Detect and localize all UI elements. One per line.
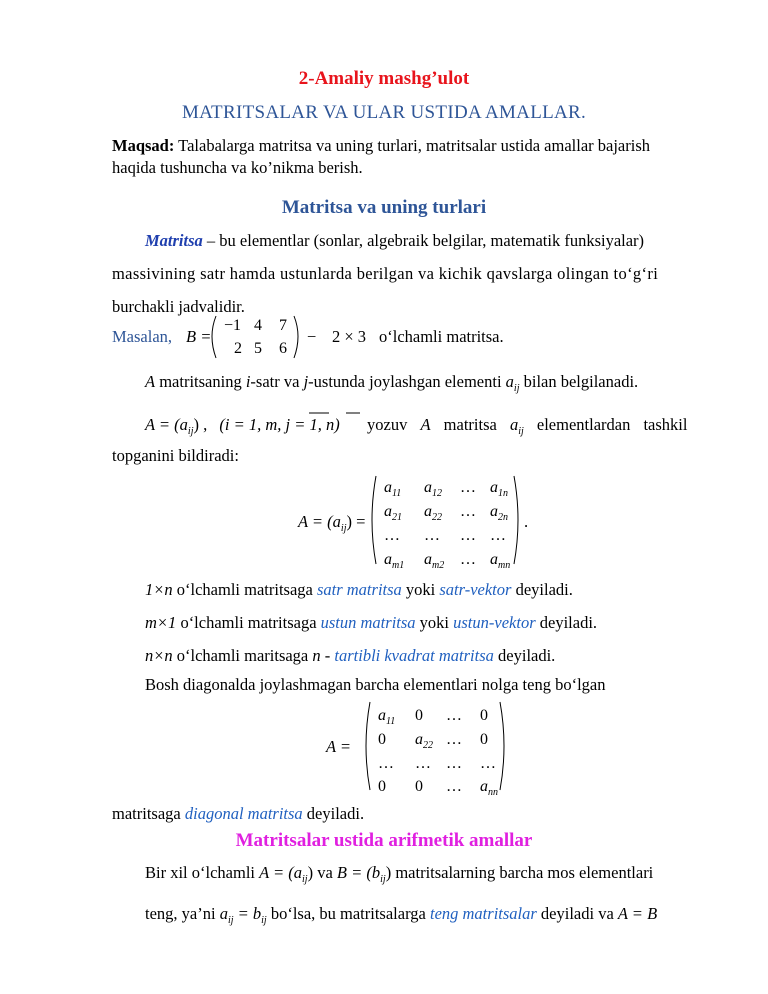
index-range: (i = 1, m, j = 1, n) <box>219 415 340 434</box>
symbol-n: n <box>312 646 321 665</box>
formula-bij: = b <box>233 904 262 923</box>
left-paren <box>372 476 376 564</box>
overline-marks <box>282 410 362 416</box>
definition-line2: massivining satr hamda ustunlarda berilgan va kichik qavslarga olingan to‘g‘ri <box>112 264 659 283</box>
example-label: Masalan, <box>112 327 173 346</box>
element-line <box>145 372 638 399</box>
right-paren <box>294 316 298 358</box>
matrix-cell: … <box>490 527 506 544</box>
example-size: 2 × 3 <box>332 327 367 346</box>
matrix-cell: … <box>446 731 462 748</box>
type-size: n×n <box>145 646 173 665</box>
diag-text: deyiladi. <box>306 804 365 823</box>
right-paren <box>500 702 504 790</box>
subscript-ij: ij <box>227 915 234 926</box>
matrix-cell: 0 <box>378 778 386 795</box>
type-row-satr <box>145 580 573 600</box>
eq-text: va <box>317 863 333 882</box>
notation-line-text <box>367 415 687 442</box>
type-text: - <box>324 646 331 665</box>
matrix-cell: … <box>384 527 400 544</box>
matrix-cell: 0 <box>378 731 386 748</box>
subscript-ij: ij <box>302 874 308 885</box>
matrix-cell: … <box>446 778 462 795</box>
type-term: ustun matritsa <box>320 613 416 632</box>
formula-end: ) , <box>193 415 208 434</box>
matrix-cell: 5 <box>254 340 262 357</box>
matrix-cell: $a_{11}$ <box>384 479 402 499</box>
diag-definition <box>112 804 364 824</box>
definition-term: Matritsa <box>145 231 203 250</box>
general-lhs-text: A = (a <box>298 512 341 531</box>
symbol-j: j <box>303 372 309 391</box>
matrix-cell: $a_{mn}$ <box>490 551 511 570</box>
subscript-ij: ij <box>187 426 194 437</box>
notation-text: elementlardan tashkil <box>536 415 688 434</box>
type-term: satr matritsa <box>316 580 402 599</box>
page-title: 2-Amaliy mashg’ulot <box>298 68 470 89</box>
type-text: o‘lchamli matritsaga <box>176 580 313 599</box>
type-text: yoki <box>419 613 450 632</box>
notation-text: yozuv <box>367 415 408 434</box>
matrix-cell: 0 <box>480 731 488 748</box>
definition-line1 <box>145 231 644 251</box>
general-matrix <box>290 470 550 570</box>
example-dash: − <box>307 327 317 346</box>
subscript-ij: ij <box>518 426 524 437</box>
eq-text: matritsalarning barcha mos elementlari <box>395 863 654 882</box>
matrix-cell: … <box>446 755 462 772</box>
diagonal-matrix-cells <box>378 707 498 796</box>
formula-A: A = (a <box>259 863 303 882</box>
diag-lhs: A = <box>326 737 352 756</box>
aim-paragraph <box>112 136 650 156</box>
matrix-cell: 0 <box>415 778 423 795</box>
symbol-i: i <box>245 372 251 391</box>
symbol-a: a <box>505 372 514 391</box>
notation-line-formula <box>145 415 340 442</box>
matrix-cell: $a_{2n}$ <box>490 503 508 523</box>
example-matrix <box>180 312 580 362</box>
type-text: deyiladi. <box>539 613 598 632</box>
general-matrix-cells <box>384 479 510 570</box>
type-row-ustun <box>145 613 597 633</box>
symbol-A: A <box>145 372 156 391</box>
eq-text: bo‘lsa, bu matritsalarga <box>270 904 426 923</box>
aim-text: Talabalarga matritsa va uning turlari, matritsalar ustida amallar bajarish <box>174 136 650 155</box>
matrix-cell: 7 <box>279 317 287 334</box>
matrix-cell: … <box>460 527 476 544</box>
section-heading-matrix-types: Matritsa va uning turlari <box>281 197 487 218</box>
subscript-ij: ij <box>261 915 267 926</box>
aim-text-line2: haqida tushuncha va ko’nikma berish. <box>112 158 363 177</box>
page-subtitle: MATRITSALAR VA ULAR USTIDA AMALLAR. <box>181 102 587 123</box>
matrix-cell: … <box>446 707 462 724</box>
subscript-ij: ij <box>340 523 347 534</box>
type-text: o‘lchamli maritsaga <box>176 646 309 665</box>
symbol-A: A <box>420 415 431 434</box>
matrix-cell: 0 <box>415 707 423 724</box>
eq-term: teng matritsalar <box>429 904 537 923</box>
eq-text: Bir xil o‘lchamli <box>145 863 255 882</box>
example-suffix: o‘lchamli matritsa. <box>379 327 504 346</box>
element-text: matritsaning <box>159 372 242 391</box>
equality-line1 <box>145 863 653 890</box>
notation-text: matritsa <box>443 415 497 434</box>
matrix-cell: … <box>378 755 394 772</box>
formula-end: ) <box>307 863 314 882</box>
matrix-cell: … <box>415 755 431 772</box>
matrix-cell: $a_{21}$ <box>384 503 402 523</box>
element-text: -satr va <box>250 372 300 391</box>
diag-text: matritsaga <box>112 804 181 823</box>
formula-B: B = (b <box>336 863 381 882</box>
example-matrix-name: B = <box>186 327 212 346</box>
type-row-kvadrat <box>145 646 555 666</box>
matrix-cell: … <box>460 479 476 496</box>
matrix-cell: $a_{22}$ <box>415 731 433 751</box>
equality-line2 <box>145 904 657 931</box>
definition-line3: burchakli jadvalidir. <box>112 297 245 316</box>
left-paren <box>212 316 216 358</box>
matrix-cell: $a_{11}$ <box>378 707 396 727</box>
matrix-cell: 2 <box>234 340 242 357</box>
left-paren <box>366 702 370 790</box>
type-text: deyiladi. <box>515 580 573 599</box>
formula-aij: a <box>219 904 228 923</box>
matrix-cell: $a_{m1}$ <box>384 551 405 570</box>
diagonal-matrix <box>320 696 520 796</box>
matrix-cell: 6 <box>279 340 287 357</box>
matrix-cell: 0 <box>480 707 488 724</box>
symbol-a: a <box>509 415 519 434</box>
eq-text: teng, ya’ni <box>145 904 216 923</box>
type-size: 1×n <box>145 580 173 599</box>
subscript-ij: ij <box>513 383 520 394</box>
definition-text: – bu elementlar (sonlar, algebraik belgilar, matematik funksiyalar) <box>202 231 645 250</box>
type-text: deyiladi. <box>498 646 556 665</box>
type-text: yoki <box>405 580 436 599</box>
diag-intro: Bosh diagonalda joylashmagan barcha elementlari nolga teng bo‘lgan <box>145 675 606 694</box>
general-period: . <box>524 512 529 531</box>
aim-label: Maqsad: <box>112 136 175 155</box>
matrix-cell: … <box>424 527 440 544</box>
matrix-cell: $a_{12}$ <box>424 479 442 499</box>
section-heading-arithmetic: Matritsalar ustida arifmetik amallar <box>235 830 533 851</box>
general-lhs <box>297 512 365 534</box>
type-term2: ustun-vektor <box>453 613 536 632</box>
matrix-cell: 4 <box>254 317 262 334</box>
matrix-cell: $a_{22}$ <box>424 503 442 523</box>
eq-text: deyiladi va <box>540 904 614 923</box>
right-paren <box>514 476 518 564</box>
matrix-cell: $a_{nn}$ <box>480 778 498 796</box>
formula-A-eq-B: A = B <box>617 904 658 923</box>
subscript-ij: ij <box>380 874 386 885</box>
type-text: o‘lchamli matritsaga <box>180 613 317 632</box>
matrix-cell: … <box>480 755 496 772</box>
matrix-cell: … <box>460 551 476 568</box>
type-size: m×1 <box>145 613 177 632</box>
matrix-cell: $a_{1n}$ <box>490 479 508 499</box>
formula-A-aij: A = (a <box>145 415 188 434</box>
element-text: -ustunda joylashgan elementi <box>308 372 502 391</box>
notation-line2: topganini bildiradi: <box>112 446 239 465</box>
type-term: tartibli kvadrat matritsa <box>334 646 494 665</box>
matrix-cell: … <box>460 503 476 520</box>
general-lhs-end: ) = <box>346 512 366 531</box>
type-term2: satr-vektor <box>439 580 512 599</box>
matrix-cell: −1 <box>224 317 242 334</box>
diag-term: diagonal matritsa <box>184 804 303 823</box>
formula-end: ) <box>385 863 392 882</box>
matrix-cell: $a_{m2}$ <box>424 551 445 570</box>
element-text: bilan belgilanadi. <box>523 372 639 391</box>
